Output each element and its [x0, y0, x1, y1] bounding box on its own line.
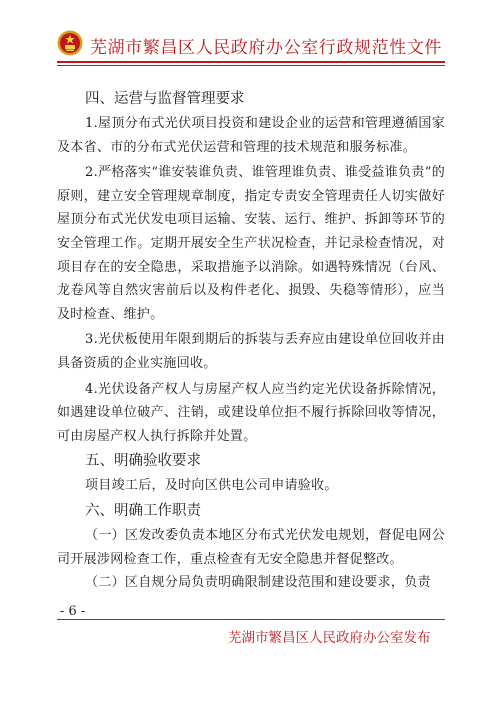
section-heading: 四、运营与监督管理要求	[85, 91, 245, 107]
paragraph: （一）区发改委负责本地区分布式光伏发电规划，督促电网公司开展涉网检查工作，重点检查有无安全隐患并督促整改。	[57, 527, 445, 567]
paragraph: 1.屋顶分布式光伏项目投资和建设企业的运营和管理遵循国家及本省、市的分布式光伏运营和管理的技术规范和服务标准。	[57, 116, 445, 155]
document-body	[57, 86, 445, 595]
header-rule-thick	[57, 61, 445, 63]
paragraph: 项目竣工后，及时向区供电公司申请验收。	[85, 478, 338, 494]
footer-publisher: 芜湖市繁昌区人民政府办公室发布	[228, 630, 431, 646]
footer-rule	[57, 619, 445, 620]
section-heading: 五、明确验收要求	[85, 453, 201, 470]
document-header	[57, 30, 445, 70]
page-number: - 6 -	[60, 604, 86, 619]
national-emblem-icon	[57, 30, 83, 56]
section-heading: 六、明确工作职责	[85, 502, 201, 519]
header-title: 芜湖市繁昌区人民政府办公室行政规范性文件	[90, 38, 442, 58]
paragraph: 2.严格落实“谁安装谁负责、谁管理谁负责、谁受益谁负责”的原则，建立安全管理规章制度，指定专责安全管理责任人切实做好屋顶分布式光伏发电项目运输、安装、运行、维护、拆卸等环节的安全管理工作。定期开展安全生产状况检查，并记录检查情况，对项目存在的安全隐患，采取措施予以消除。如遇特殊情况（台风、龙卷风等自然灾害前后以及构件老化、损毁、失稳等情形），应当及时检查、维护。	[57, 165, 445, 322]
header-rule-thin	[57, 65, 445, 66]
paragraph: 4.光伏设备产权人与房屋产权人应当约定光伏设备拆除情况，如遇建设单位破产、注销，或建设单位拒不履行拆除回收等情况，可由房屋产权人执行拆除并处置。	[57, 381, 445, 444]
paragraph: 3.光伏板使用年限到期后的拆装与丢弃应由建设单位回收并由具备资质的企业实施回收。	[57, 332, 445, 371]
paragraph: （二）区自规分局负责明确限制建设范围和建设要求，负责	[85, 575, 431, 591]
